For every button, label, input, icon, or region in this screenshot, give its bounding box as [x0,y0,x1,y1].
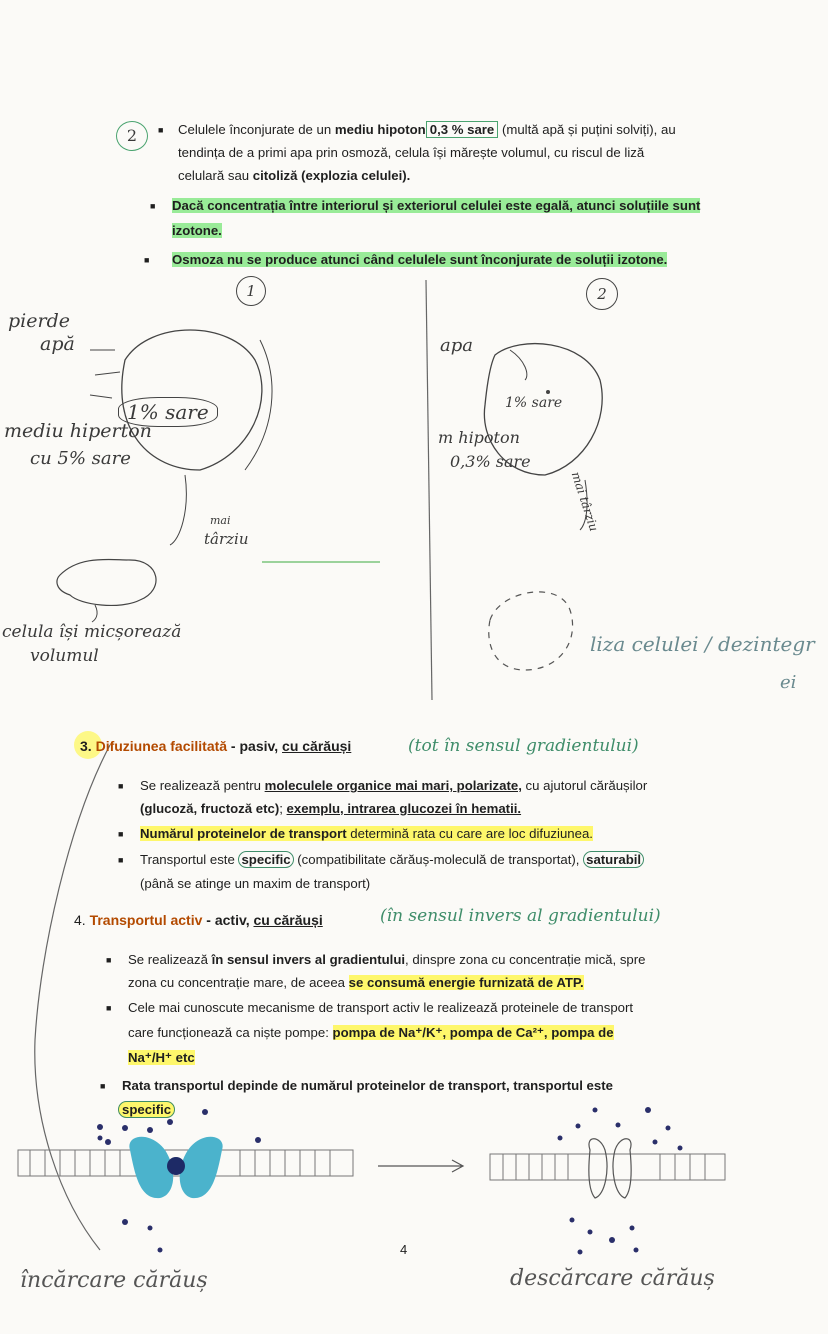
bullet-icon: ■ [106,1003,112,1013]
bullet-icon: ■ [118,781,124,791]
section-4-bullet-3: Rata transportul depinde de numărul proteinelor de transport, transportul este [122,1078,613,1093]
section-4-bullet-2-line-3: Na⁺/H⁺ etc [128,1050,195,1065]
note-liza-celulei: liza celulei / dezintegr [590,632,815,656]
carrier-protein-unloading [589,1139,631,1198]
sketch-divider [426,280,432,700]
bullet-icon: ■ [106,955,112,965]
note-mediu-hiperton: mediu hiperton [4,420,152,442]
carrier-protein-loading [129,1137,222,1198]
section-3-bullet-2: Numărul proteinelor de transport determină rata cu care are loc difuziunea. [140,826,593,841]
bullet-icon: ■ [144,255,150,265]
note-0-3-sare: 0,3% sare [450,452,531,471]
section-3-bullet-1-line-2: (glucoză, fructoză etc); exemplu, intrarea glucozei în hematii. [140,801,522,816]
transport-arrow [378,1160,463,1172]
note-cell-shrink: celula își micșorează [2,622,182,642]
molecules-left [97,1109,261,1253]
section-4-bullet-2: Cele mai cunoscute mecanisme de transport activ le realizează proteinele de transport [128,1000,634,1015]
note-cu-5-sare: cu 5% sare [30,448,131,469]
label-unloading-carrier: descărcare cărăuș [510,1266,715,1291]
cell-1-concentration: 1% sare [118,397,218,427]
note-volumul: volumul [30,646,99,666]
isotonic-definition: Dacă concentrația între interiorul și exteriorul celulei este egală, atunci soluțiile sunt [172,198,701,213]
bullet-icon: ■ [100,1081,106,1091]
note-m-hipoton: m hipoton [438,428,520,447]
bullet-icon: ■ [158,125,164,135]
bullet-icon: ■ [118,855,124,865]
bullet-icon: ■ [150,201,156,211]
note-mai-tarziu-2: mai târziu [568,470,602,534]
cell-2-concentration: 1% sare [505,395,563,411]
section-4-bullet-1-line-2: zona cu concentrație mare, de aceea se consumă energie furnizată de ATP. [128,975,584,990]
section-4-bullet-3-line-2: specific [118,1100,175,1120]
section-3-bullet-3-line-2: (până se atinge un maxim de transport) [140,876,371,891]
osmosis-line-3: celulară sau citoliză (explozia celulei). [178,168,411,183]
lysed-cell-outline [489,592,573,670]
isotonic-definition-line-2: izotone. [172,223,222,238]
section-4-note: (în sensul invers al gradientului) [380,906,661,926]
page-number: 4 [400,1242,408,1257]
note-tarziu: târziu [204,530,249,548]
section-3-heading: 3. Difuziunea facilitată - pasiv, cu cărăuși [80,738,352,754]
section-3-note: (tot în sensul gradientului) [408,736,639,756]
section-3-bullet-3: Transportul este specific (compatibilitate cărăuș-moleculă de transportat), saturabil [140,850,820,870]
section-4-bullet-2-line-2: care funcționează ca niște pompe: pompa de Na⁺/K⁺, pompa de Ca²⁺, pompa de [128,1025,614,1040]
note-mai: mai [210,514,231,527]
osmosis-hypotonic-paragraph: Celulele înconjurate de un mediu hipoton 0,3 % sare (multă apă și puțini solviți), au [178,122,676,137]
section-4-bullet-1: Se realizează în sensul invers al gradientului, dinspre zona cu concentrație mică, spre [128,952,646,967]
item-2-marker: 2 [116,121,148,151]
label-loading-carrier: încărcare cărăuș [20,1268,208,1293]
note-pierde: pierde [8,310,70,332]
section-3-bullet-1: Se realizează pentru moleculele organice mai mari, polarizate, cu ajutorul cărăușilor [140,778,648,793]
section-4-heading: 4. Transportul activ - activ, cu cărăuși [74,912,323,928]
note-ei: ei [780,672,797,693]
note-apa-2: apa [440,335,473,356]
bullet-icon: ■ [118,829,124,839]
molecules-right [558,1107,683,1255]
sketch-label-1: 1 [236,276,266,306]
note-apa: apă [40,333,75,355]
sketch-label-2: 2 [586,278,618,310]
osmosis-line-2: tendința de a primi apa prin osmoză, celula își mărește volumul, cu riscul de liză [178,145,645,160]
shrunk-cell-outline [57,559,156,605]
isotonic-no-osmosis: Osmoza nu se produce atunci când celulele sunt înconjurate de soluții izotone. [172,252,668,267]
